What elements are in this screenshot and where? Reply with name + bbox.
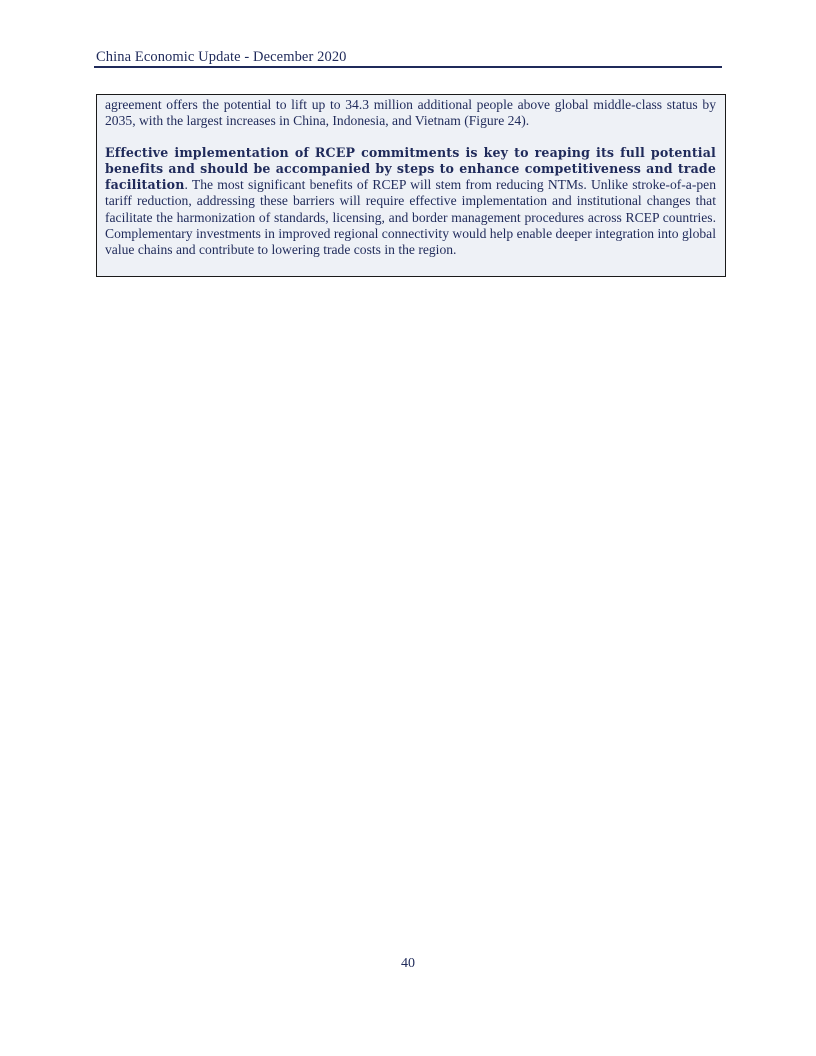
header-rule: [94, 66, 722, 68]
box-paragraph: [105, 145, 716, 259]
text-box: [96, 94, 726, 277]
box-paragraph-continued: agreement offers the potential to lift up to 34.3 million additional people above global middle-class status by 2035, with the largest increases in China, Indonesia, and Vietnam (Figure 24).: [105, 97, 716, 129]
running-header: China Economic Update - December 2020: [96, 49, 347, 65]
paragraph-lead-sentence: Effective implementation of RCEP commitments is key to reaping its full potential benefits and should be accompanied by steps to enhance competitiveness and trade facilitation: [105, 144, 716, 193]
page-number: 40: [401, 956, 415, 971]
paragraph-body: . The most significant benefits of RCEP will stem from reducing NTMs. Unlike stroke-of-a-pen tariff reduction, addressing these barriers will require effective implementation and institutional changes that facilitate the harmonization of standards, licensing, and border management procedures across RCEP countries. Complementary investments in improved regional connectivity would help enable deeper integration into global value chains and contribute to lowering trade costs in the region.: [105, 177, 716, 258]
